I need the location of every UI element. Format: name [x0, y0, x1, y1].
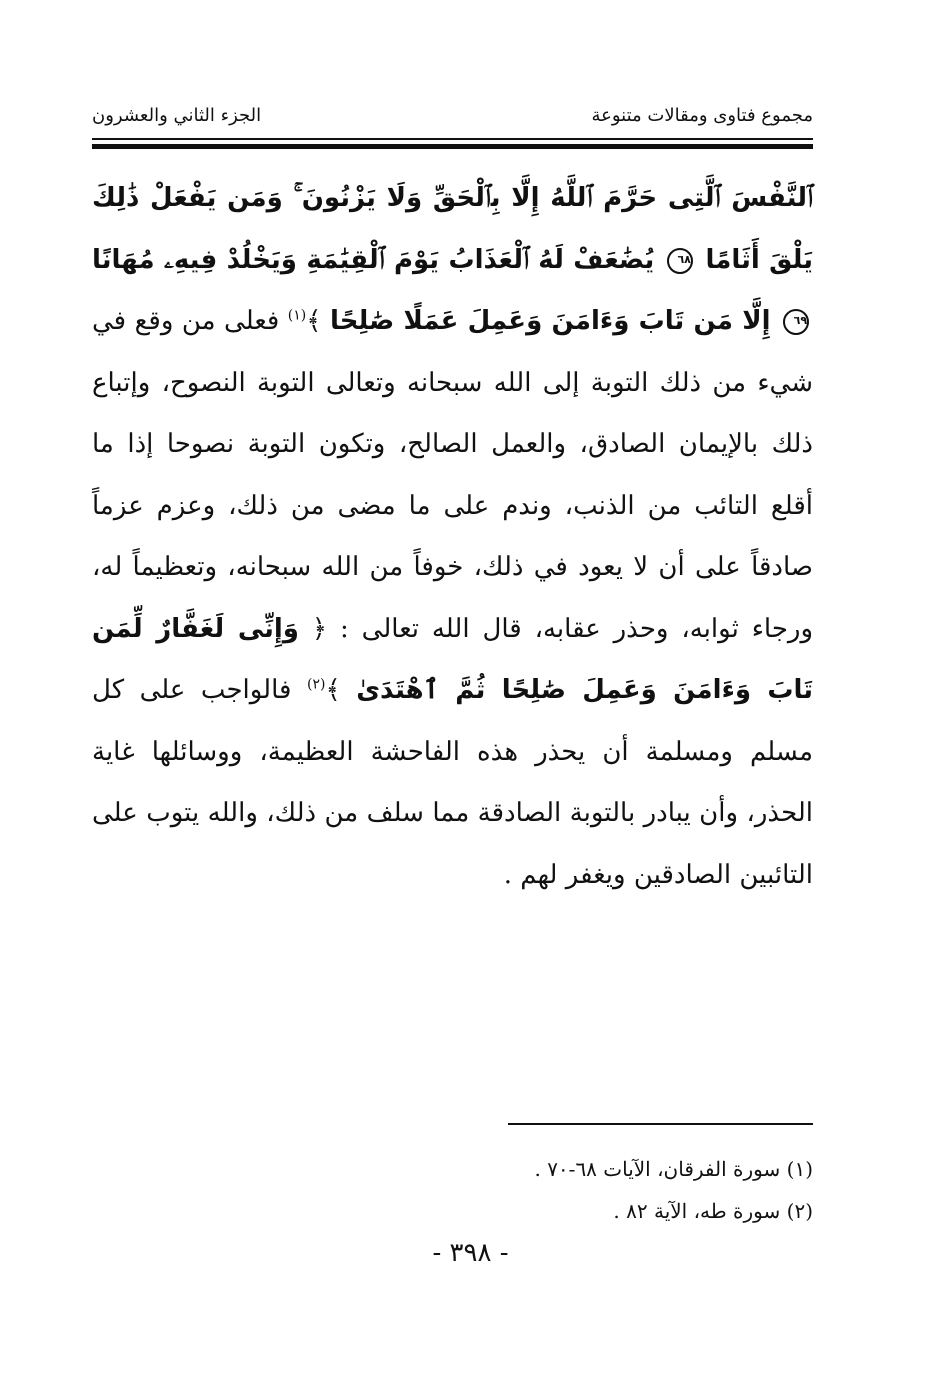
page-number: - ٣٩٨ -	[432, 1238, 509, 1268]
footnote-ref-1: (١)	[287, 307, 307, 324]
header-rule-thin	[92, 138, 813, 140]
quran-verse-2: يُضَٰعَفْ لَهُ ٱلْعَذَابُ يَوْمَ ٱلْقِيَٰمَةِ وَيَخْلُدْ فِيهِۦ مُهَانًا	[92, 244, 655, 275]
verse-bracket-open: ﴿	[311, 613, 328, 644]
verse-bracket-close: ﴾	[306, 306, 322, 336]
ayah-number-marker: ٦٨	[667, 248, 693, 274]
verse-bracket-close: ﴾	[325, 675, 341, 705]
footnote: (١) سورة الفرقان، الآيات ٦٨-٧٠ .	[534, 1157, 813, 1181]
prose-paragraph-2: فالواجب على كل مسلم ومسلمة أن يحذر هذه الفاحشة العظيمة، ووسائلها غاية الحذر، وأن يبادر بالتوبة الصادقة مما سلف من ذلك، والله يتوب على التائبين الصادقين ويغفر لهم .	[92, 675, 813, 890]
header-rule-thick	[92, 144, 813, 149]
quran-verse-1: ٱلنَّفْسَ ٱلَّتِى حَرَّمَ ٱللَّهُ إِلَّا بِٱلْحَقِّ وَلَا يَزْنُونَ ۚ وَمَن يَفْعَلْ ذَٰلِكَ يَلْقَ أَثَامًا	[92, 183, 813, 275]
quran-verse-3: إِلَّا مَن تَابَ وَءَامَنَ وَعَمِلَ عَمَلًا صَٰلِحًا	[329, 306, 771, 336]
ayah-number-marker: ٦٩	[783, 309, 809, 335]
quran-verse-4: وَإِنِّى لَغَفَّارٌ لِّمَن تَابَ وَءَامَنَ وَعَمِلَ صَٰلِحًا ثُمَّ ٱهْتَدَىٰ	[92, 613, 813, 705]
prose-paragraph-1: فعلى من وقع في شيء من ذلك التوبة إلى الله سبحانه وتعالى التوبة النصوح، وإتباع ذلك بالإيمان الصادق، والعمل الصالح، وتكون التوبة نصوحا إذا ما أقلع التائب من الذنب، وندم على ما مضى من ذلك، وعزم عزماً صادقاً على أن لا يعود في ذلك، خوفاً من الله سبحانه، وتعظيماً له، ورجاء ثوابه، وحذر عقابه، قال الله تعالى :	[92, 306, 814, 644]
body-text	[92, 168, 813, 906]
running-header	[92, 98, 813, 132]
footnote-ref-2: (٢)	[306, 676, 326, 693]
volume-label: الجزء الثاني والعشرون	[92, 104, 262, 126]
footnotes	[92, 1148, 813, 1232]
book-title: مجموع فتاوى ومقالات متنوعة	[591, 104, 813, 126]
footnote-separator	[508, 1123, 813, 1125]
footnote: (٢) سورة طه، الآية ٨٢ .	[613, 1199, 813, 1223]
